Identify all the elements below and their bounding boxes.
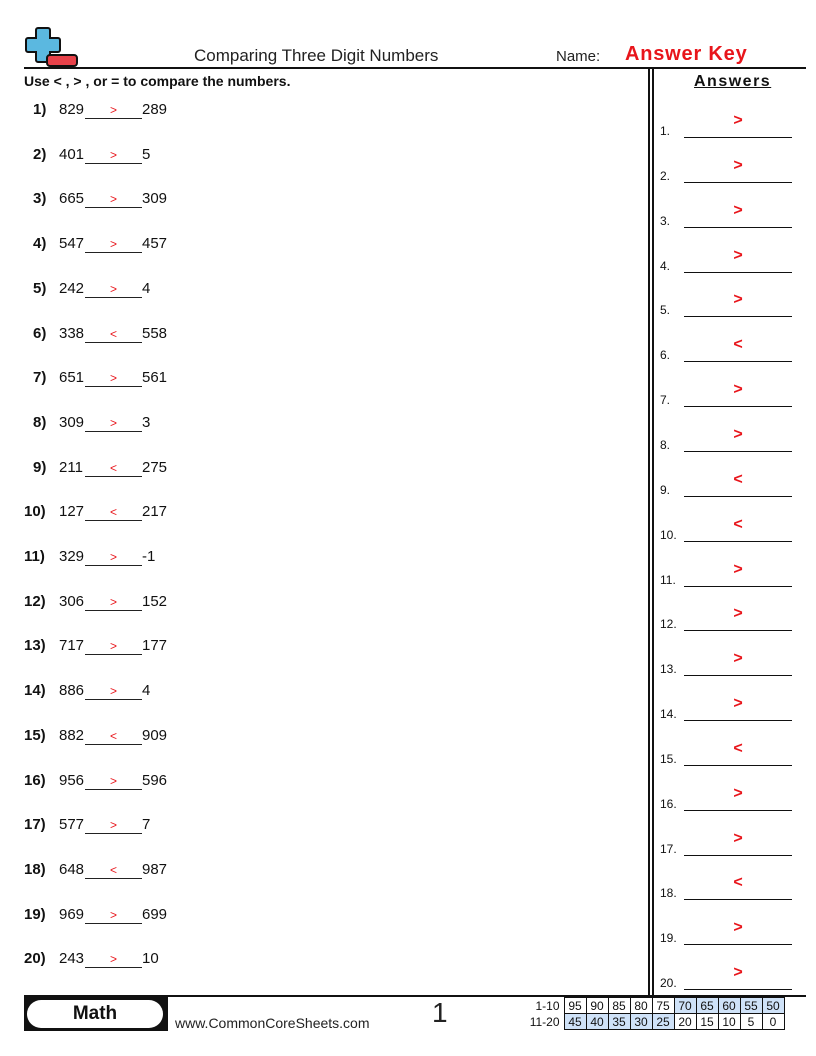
problem-number: 12) xyxy=(24,592,46,610)
answer-key-row xyxy=(660,964,792,992)
score-cell: 80 xyxy=(630,998,652,1014)
answer-blank[interactable] xyxy=(85,146,142,164)
answer-blank[interactable] xyxy=(85,906,142,924)
score-cell: 90 xyxy=(586,998,608,1014)
page-number: 1 xyxy=(432,997,448,1028)
answer-blank[interactable] xyxy=(85,727,142,745)
left-number: 969 xyxy=(59,905,85,923)
answer-blank[interactable] xyxy=(85,772,142,790)
answer-blank[interactable] xyxy=(85,593,142,611)
problem-row xyxy=(0,593,240,613)
answer-key-line[interactable] xyxy=(684,381,792,407)
right-number: 987 xyxy=(142,860,168,878)
problem-number: 14) xyxy=(24,682,46,700)
answer-symbol: > xyxy=(109,952,117,967)
answer-key-number: 13. xyxy=(660,662,677,677)
left-number: 665 xyxy=(59,190,85,208)
problem-number: 4) xyxy=(33,235,47,253)
score-cell: 70 xyxy=(674,998,696,1014)
score-cell: 15 xyxy=(696,1014,718,1030)
right-number: 10 xyxy=(142,950,159,968)
answer-key-symbol: < xyxy=(733,874,743,892)
right-number: 5 xyxy=(142,145,151,163)
answer-key-symbol: > xyxy=(733,560,743,578)
answer-key-number: 1. xyxy=(660,124,671,138)
answer-symbol: > xyxy=(109,594,117,609)
left-number: 882 xyxy=(59,726,85,744)
right-number: 152 xyxy=(142,592,168,610)
score-cell: 30 xyxy=(630,1014,652,1030)
score-cell: 60 xyxy=(718,998,740,1014)
problem-row xyxy=(0,861,240,881)
answer-key-row xyxy=(660,112,792,140)
score-cell: 45 xyxy=(564,1014,586,1030)
answer-key-row xyxy=(660,246,792,275)
left-number: 829 xyxy=(59,101,85,118)
problem-row xyxy=(0,414,240,434)
score-row xyxy=(526,998,784,1014)
problem-row xyxy=(0,459,240,479)
answer-key-symbol: < xyxy=(733,515,743,533)
answer-key-number: 5. xyxy=(660,303,671,318)
problem-number: 5) xyxy=(33,279,47,297)
answer-key-symbol: > xyxy=(733,425,743,443)
problem-number: 8) xyxy=(33,413,47,431)
problem-number: 17) xyxy=(24,816,46,834)
answer-key-number: 12. xyxy=(660,617,677,632)
problem-number: 15) xyxy=(24,726,46,744)
right-number: 596 xyxy=(142,771,168,789)
right-number: 4 xyxy=(142,279,151,297)
answer-key-symbol: > xyxy=(733,605,743,623)
answer-key-number: 2. xyxy=(660,168,671,183)
right-number: -1 xyxy=(142,548,156,565)
answer-blank[interactable] xyxy=(85,325,142,343)
problem-number: 16) xyxy=(24,771,46,789)
answer-key-row xyxy=(660,381,792,409)
answer-key-symbol: > xyxy=(733,381,743,399)
problem-number: 1) xyxy=(33,101,47,118)
answer-key-symbol: > xyxy=(733,829,743,847)
problem-number: 13) xyxy=(24,637,46,655)
answer-symbol: > xyxy=(109,818,117,833)
answer-key-number: 11. xyxy=(660,572,676,587)
answer-symbol: > xyxy=(109,773,117,788)
answer-key-number: 19. xyxy=(660,931,677,946)
answer-blank[interactable] xyxy=(85,548,142,566)
answer-symbol: > xyxy=(109,415,117,430)
left-number: 211 xyxy=(59,458,83,476)
answer-key-line[interactable] xyxy=(684,291,792,317)
answer-key-row xyxy=(660,919,792,947)
left-number: 651 xyxy=(59,369,85,387)
answer-symbol: > xyxy=(109,237,117,252)
left-number: 242 xyxy=(59,279,85,297)
problem-row xyxy=(0,190,240,210)
answer-key-line[interactable] xyxy=(684,874,792,900)
problem-number: 10) xyxy=(24,503,46,521)
answer-key-row xyxy=(660,515,792,544)
answer-key-number: 17. xyxy=(660,841,677,856)
answer-blank[interactable] xyxy=(85,503,142,521)
answer-symbol: > xyxy=(109,907,117,922)
answer-symbol: > xyxy=(109,147,117,162)
right-number: 275 xyxy=(142,458,168,476)
score-cell: 75 xyxy=(652,998,674,1014)
left-number: 309 xyxy=(59,413,85,431)
answer-key-line[interactable] xyxy=(684,470,792,497)
answer-key-row xyxy=(660,829,792,858)
problem-row xyxy=(0,101,240,121)
problem-number: 9) xyxy=(33,458,47,476)
left-number: 338 xyxy=(59,324,85,342)
answer-symbol: < xyxy=(109,728,117,743)
answer-key-row xyxy=(660,336,792,364)
answer-key-number: 3. xyxy=(660,213,671,228)
answer-blank[interactable] xyxy=(85,637,142,655)
right-number: 561 xyxy=(142,369,168,387)
left-number: 886 xyxy=(59,682,85,700)
answer-key-line[interactable] xyxy=(684,156,792,183)
left-number: 956 xyxy=(59,771,85,789)
problem-number: 3) xyxy=(33,190,47,208)
score-table xyxy=(526,997,785,1030)
right-number: 4 xyxy=(142,682,151,700)
problem-row xyxy=(0,772,240,792)
answer-key-line[interactable] xyxy=(684,739,792,766)
answer-blank[interactable] xyxy=(85,369,142,387)
answer-key-symbol: > xyxy=(733,201,743,219)
answer-blank[interactable] xyxy=(85,414,142,432)
problem-number: 6) xyxy=(33,324,47,342)
problem-row xyxy=(0,146,240,166)
answer-key-symbol: > xyxy=(733,246,743,264)
score-cell: 35 xyxy=(608,1014,630,1030)
score-cell: 55 xyxy=(740,998,762,1014)
left-number: 306 xyxy=(59,592,85,610)
left-number: 127 xyxy=(59,503,85,521)
subject-label: Math xyxy=(27,1000,163,1028)
left-number: 401 xyxy=(59,145,85,163)
score-cell: 95 xyxy=(564,998,586,1014)
answer-key-number: 20. xyxy=(660,976,677,991)
answer-key-symbol: > xyxy=(733,112,743,129)
answer-key-row xyxy=(660,650,792,678)
left-number: 577 xyxy=(59,816,85,834)
answer-symbol: < xyxy=(109,460,117,475)
answer-symbol: > xyxy=(109,281,117,296)
plus-minus-logo-icon xyxy=(24,26,80,68)
answer-symbol: > xyxy=(109,550,117,564)
answer-symbol: > xyxy=(109,684,117,699)
answer-key-line[interactable] xyxy=(684,246,792,273)
problem-row xyxy=(0,727,240,747)
answer-symbol: < xyxy=(109,505,117,520)
problem-number: 20) xyxy=(24,950,46,968)
answer-blank[interactable] xyxy=(85,280,142,298)
right-number: 7 xyxy=(142,816,151,834)
answer-key-symbol: > xyxy=(733,291,743,309)
answer-key-row xyxy=(660,201,792,230)
answer-blank[interactable] xyxy=(85,950,142,968)
answer-key-symbol: > xyxy=(733,964,743,982)
right-number: 457 xyxy=(142,235,168,253)
answer-blank[interactable] xyxy=(85,861,142,879)
score-cell: 85 xyxy=(608,998,630,1014)
answer-key-symbol: < xyxy=(733,336,743,354)
problem-number: 11) xyxy=(24,548,45,565)
answer-key-row xyxy=(660,470,792,499)
right-number: 289 xyxy=(142,101,168,118)
problem-number: 18) xyxy=(24,860,46,878)
answer-key-row xyxy=(660,874,792,902)
answer-key-symbol: < xyxy=(733,739,743,757)
right-number: 309 xyxy=(142,190,168,208)
answer-key-line[interactable] xyxy=(684,425,792,452)
right-number: 699 xyxy=(142,905,168,923)
answer-key-symbol: > xyxy=(733,695,743,713)
answer-key-row xyxy=(660,425,792,454)
answer-key-line[interactable] xyxy=(684,515,792,542)
answer-key-line[interactable] xyxy=(684,695,792,721)
answer-key-line[interactable] xyxy=(684,336,792,362)
worksheet-title: Comparing Three Digit Numbers xyxy=(194,46,439,65)
score-cell: 0 xyxy=(762,1014,784,1030)
answer-key-line[interactable] xyxy=(684,919,792,945)
answer-key-number: 9. xyxy=(660,482,671,497)
answer-key-symbol: > xyxy=(733,650,743,668)
answer-key-line[interactable] xyxy=(684,201,792,228)
left-number: 329 xyxy=(59,548,85,565)
right-number: 558 xyxy=(142,324,168,342)
answers-column-divider xyxy=(648,69,654,995)
answer-key-row xyxy=(660,605,792,633)
score-cell: 5 xyxy=(740,1014,762,1030)
answer-symbol: > xyxy=(109,639,117,654)
answer-key-line[interactable] xyxy=(684,829,792,856)
problem-row xyxy=(0,369,240,389)
problem-row xyxy=(0,548,240,568)
score-cell: 65 xyxy=(696,998,718,1014)
answer-key-symbol: < xyxy=(733,470,743,488)
score-cell: 25 xyxy=(652,1014,674,1030)
problem-row xyxy=(0,280,240,300)
answer-blank[interactable] xyxy=(85,235,142,253)
right-number: 217 xyxy=(142,503,168,521)
answer-key-row xyxy=(660,291,792,319)
answer-blank[interactable] xyxy=(85,682,142,700)
answer-key-line[interactable] xyxy=(684,605,792,631)
left-number: 717 xyxy=(59,637,85,655)
answer-key-line[interactable] xyxy=(684,650,792,676)
answer-key-symbol: > xyxy=(733,919,743,937)
answer-key-symbol: > xyxy=(733,784,743,802)
answer-key-line[interactable] xyxy=(684,784,792,811)
name-label: Name: xyxy=(556,48,601,65)
score-cell: 10 xyxy=(718,1014,740,1030)
problem-number: 2) xyxy=(33,145,47,163)
answer-key-number: 14. xyxy=(660,707,677,722)
answer-key-row xyxy=(660,739,792,768)
answers-heading: Answers xyxy=(694,73,772,90)
score-cell: 20 xyxy=(674,1014,696,1030)
answer-key-number: 4. xyxy=(660,258,671,273)
answer-blank[interactable] xyxy=(85,816,142,834)
problem-row xyxy=(0,637,240,657)
answer-symbol: < xyxy=(109,326,117,341)
problem-row xyxy=(0,816,240,836)
answer-key-line[interactable] xyxy=(684,560,792,587)
problem-row xyxy=(0,325,240,345)
answer-symbol: > xyxy=(109,192,117,207)
answer-key-number: 8. xyxy=(660,437,671,452)
site-url: www.CommonCoreSheets.com xyxy=(175,1015,370,1031)
left-number: 547 xyxy=(59,235,85,253)
answer-blank[interactable] xyxy=(85,459,142,477)
answer-blank[interactable] xyxy=(85,190,142,208)
answer-key-row xyxy=(660,695,792,723)
header-divider xyxy=(24,67,806,69)
answer-key-number: 7. xyxy=(660,393,671,408)
problem-row xyxy=(0,682,240,702)
answer-key-row xyxy=(660,560,792,589)
name-value: Answer Key xyxy=(625,43,748,65)
problem-row xyxy=(0,235,240,255)
answer-key-number: 6. xyxy=(660,348,671,363)
problem-row xyxy=(0,950,240,970)
answer-key-number: 10. xyxy=(660,527,677,542)
score-row-label: 11-20 xyxy=(529,1014,560,1029)
answer-key-line[interactable] xyxy=(684,964,792,990)
score-cell: 50 xyxy=(762,998,784,1014)
right-number: 3 xyxy=(142,413,151,431)
left-number: 243 xyxy=(59,950,85,968)
left-number: 648 xyxy=(59,860,85,878)
problem-number: 19) xyxy=(24,905,46,923)
instructions: Use < , > , or = to compare the numbers. xyxy=(24,73,291,89)
answer-key-row xyxy=(660,784,792,813)
answer-key-number: 15. xyxy=(660,751,677,766)
score-cell: 40 xyxy=(586,1014,608,1030)
problem-row xyxy=(0,503,240,523)
score-row xyxy=(526,1014,784,1030)
right-number: 177 xyxy=(142,637,168,655)
right-number: 909 xyxy=(142,726,168,744)
answer-blank[interactable] xyxy=(85,101,142,119)
answer-symbol: > xyxy=(109,371,117,386)
answer-key-row xyxy=(660,156,792,185)
answer-key-number: 18. xyxy=(660,886,677,901)
problem-row xyxy=(0,906,240,926)
score-row-label: 1-10 xyxy=(535,998,560,1013)
subject-badge xyxy=(24,997,168,1031)
answer-key-number: 16. xyxy=(660,796,677,811)
answer-key-line[interactable] xyxy=(684,112,792,138)
problem-number: 7) xyxy=(33,369,47,387)
answer-symbol: > xyxy=(109,103,117,117)
answer-symbol: < xyxy=(109,862,117,877)
answer-key-symbol: > xyxy=(733,156,743,174)
